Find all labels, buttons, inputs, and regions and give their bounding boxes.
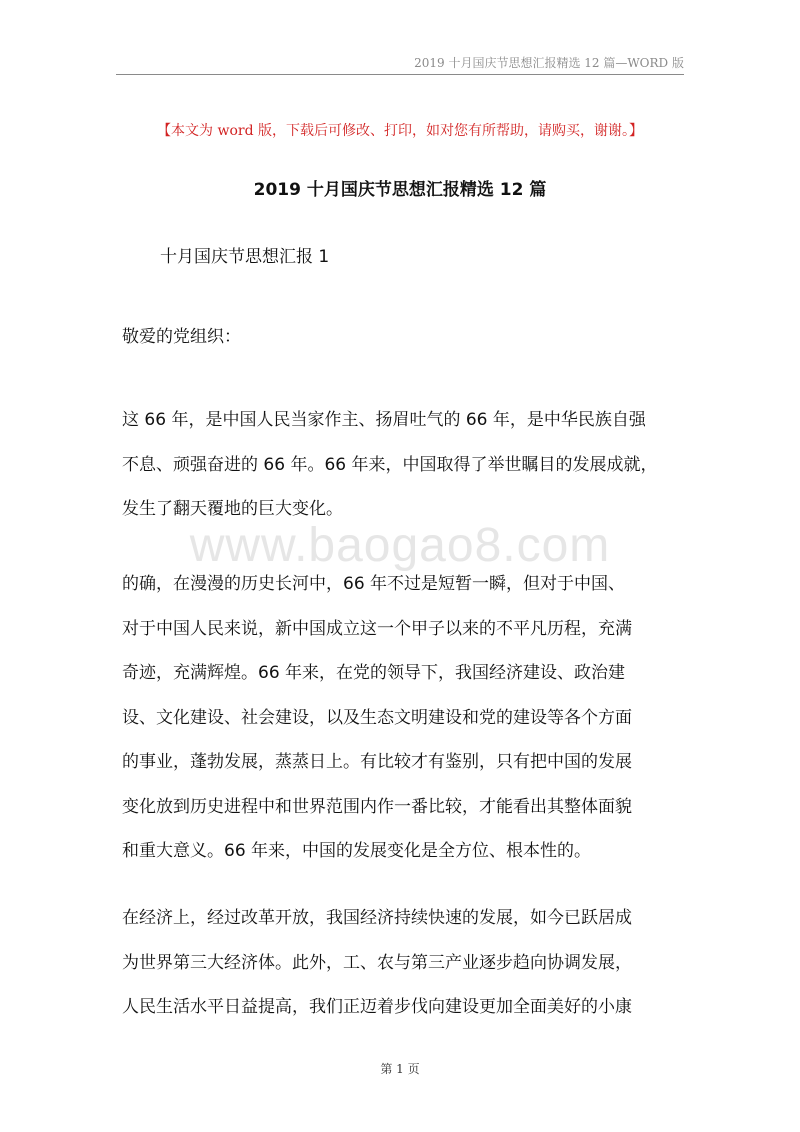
paragraph-line: 变化放到历史进程中和世界范围内作一番比较，才能看出其整体面貌 [122, 796, 632, 817]
page-number: 第 1 页 [380, 1062, 420, 1076]
paragraph-3 [122, 896, 682, 1030]
paragraph-line: 奇迹，充满辉煌。66 年来，在党的领导下，我国经济建设、政治建 [122, 663, 626, 683]
running-header: 2019 十月国庆节思想汇报精选 12 篇—WORD 版 [414, 56, 684, 70]
paragraph-line: 和重大意义。66 年来，中国的发展变化是全方位、根本性的。 [122, 841, 592, 861]
section-heading: 十月国庆节思想汇报 1 [160, 247, 330, 267]
header-divider [116, 74, 684, 75]
paragraph-line: 在经济上，经过改革开放，我国经济持续快速的发展，如今已跃居成 [122, 908, 632, 928]
document-title: 2019 十月国庆节思想汇报精选 12 篇 [253, 180, 547, 200]
paragraph-1 [122, 398, 682, 532]
paragraph-line: 对于中国人民来说，新中国成立这一个甲子以来的不平凡历程，充满 [122, 618, 632, 639]
paragraph-line: 的事业，蓬勃发展，蒸蒸日上。有比较才有鉴别，只有把中国的发展 [122, 752, 632, 772]
purchase-notice: 【本文为 word 版，下载后可修改、打印，如对您有所帮助，请购买，谢谢。】 [157, 123, 643, 139]
watermark: www.baogao8.com [189, 519, 611, 572]
paragraph-line: 人民生活水平日益提高，我们正迈着步伐向建设更加全面美好的小康 [122, 997, 632, 1017]
paragraph-line: 不息、顽强奋进的 66 年。66 年来，中国取得了举世瞩目的发展成就， [122, 454, 658, 475]
paragraph-line: 设、文化建设、社会建设，以及生态文明建设和党的建设等各个方面 [122, 707, 632, 728]
paragraph-line: 发生了翻天覆地的巨大变化。 [122, 499, 343, 519]
paragraph-line: 这 66 年，是中国人民当家作主、扬眉吐气的 66 年，是中华民族自强 [122, 410, 646, 430]
paragraph-line: 为世界第三大经济体。此外，工、农与第三产业逐步趋向协调发展， [122, 952, 632, 973]
paragraph-2 [122, 562, 682, 874]
paragraph-line: 的确，在漫漫的历史长河中，66 年不过是短暂一瞬，但对于中国、 [122, 574, 626, 594]
salutation: 敬爱的党组织： [122, 327, 241, 347]
